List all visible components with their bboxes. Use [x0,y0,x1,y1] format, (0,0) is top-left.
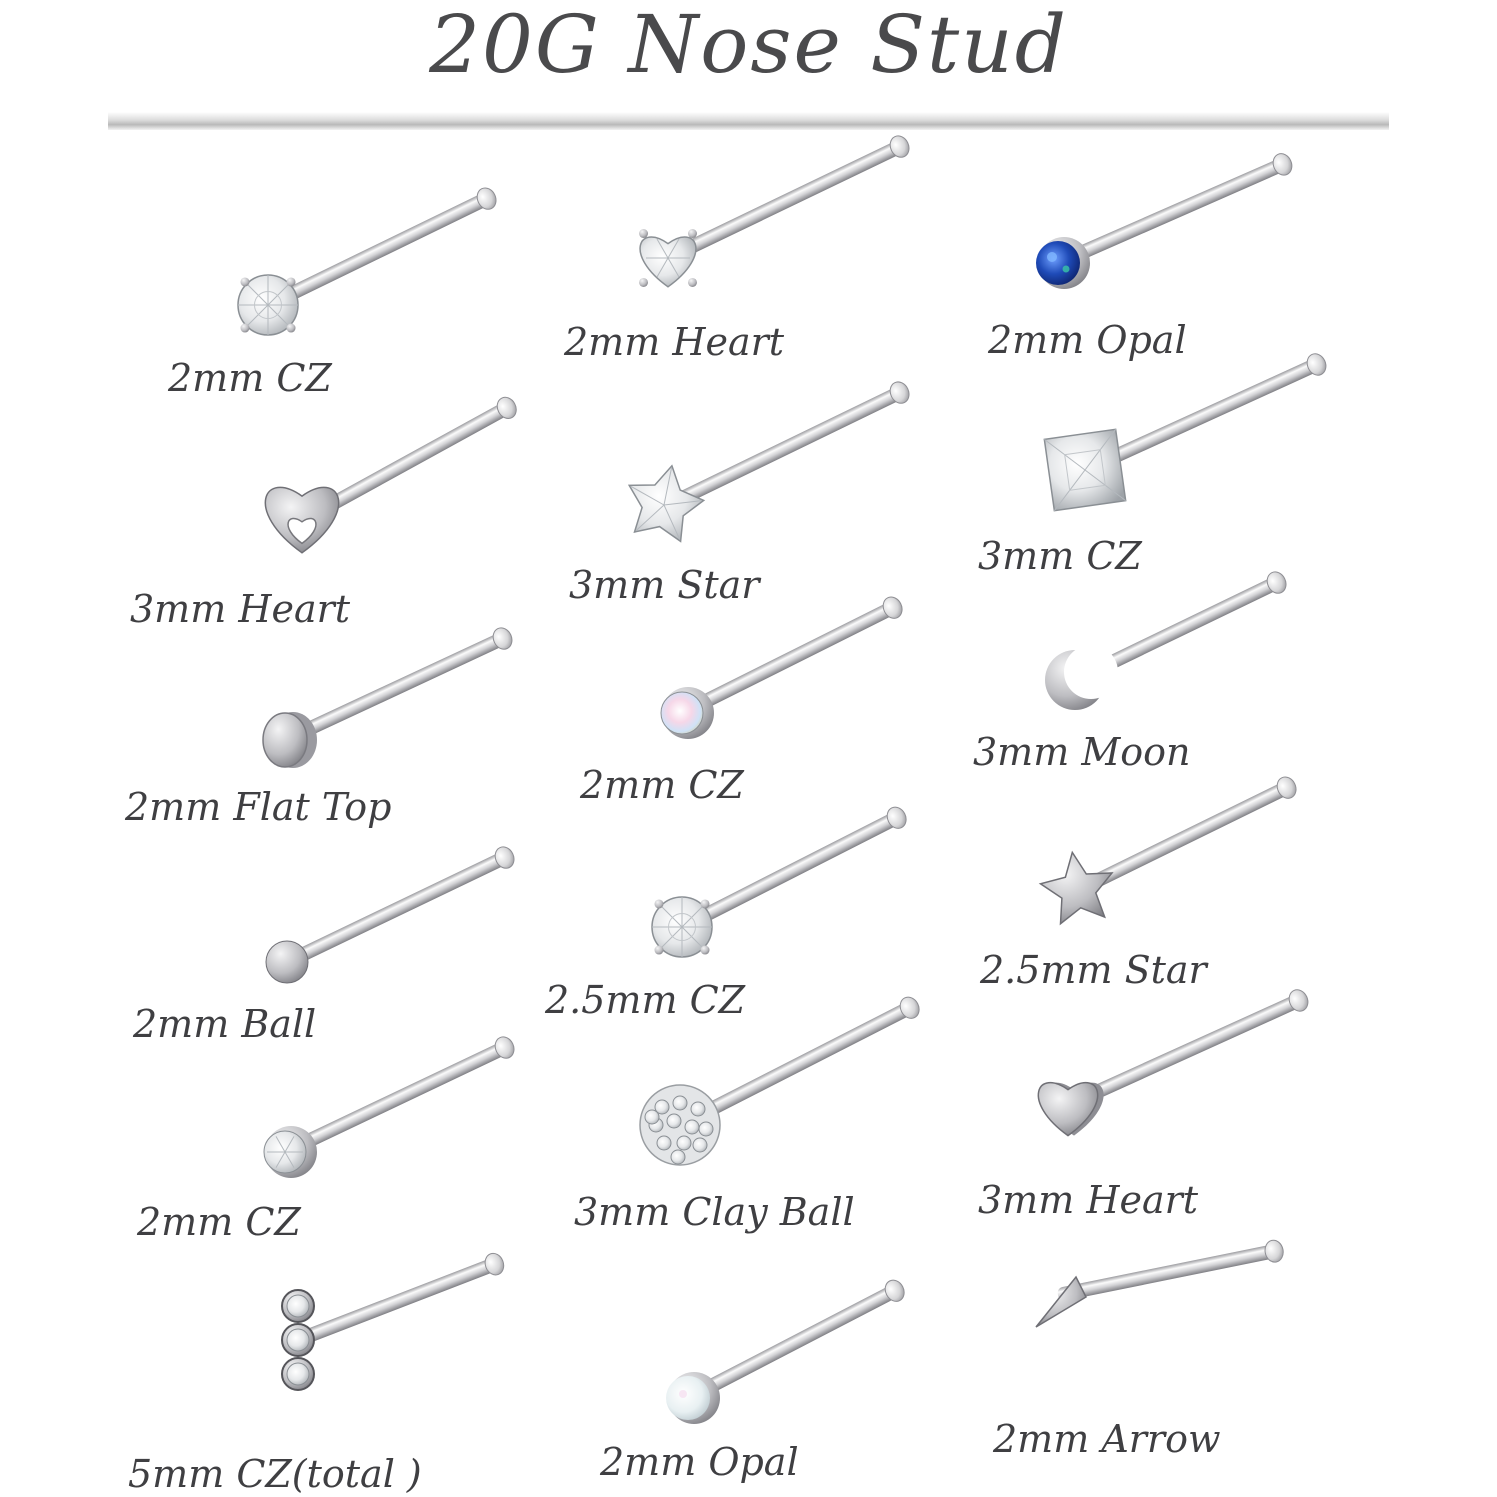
blue-opal-icon [1036,237,1090,289]
page-title: 20G Nose Stud [429,0,1068,91]
stud-label: 3mm CZ [978,534,1142,578]
stud-bar [1056,1239,1285,1306]
stud-1 [238,185,500,335]
stud-label: 5mm CZ(total ) [128,1452,422,1496]
heart-cz-gem-icon [639,229,697,287]
stud-label: 2mm CZ [580,763,744,807]
solid-star-icon [1041,852,1113,923]
stud-label: 2mm Arrow [993,1417,1221,1461]
star-cz-gem-icon [629,466,704,542]
triple-cz-icon [282,1290,314,1390]
stud-4 [265,394,520,553]
stud-bar [263,185,499,315]
stud-7 [263,625,515,768]
stud-6 [1044,351,1329,511]
stud-5 [629,379,912,542]
stud-label: 2mm Ball [133,1002,317,1046]
solid-heart-icon [1038,1083,1103,1136]
stud-label: 2.5mm CZ [545,978,746,1022]
stud-bar [282,844,517,972]
stud-2 [639,133,912,287]
stud-label: 2mm Flat Top [125,785,392,829]
stud-17 [666,1277,908,1424]
ball-icon [266,941,308,983]
stud-bar [294,1251,507,1351]
flat-top-disc-icon [263,712,317,768]
stud-8 [661,594,906,739]
round-cz-gem-icon [652,897,712,957]
stud-label: 2mm CZ [137,1200,301,1244]
stud-11 [652,804,910,957]
stud-label: 3mm Heart [130,587,351,631]
stud-label: 2mm Opal [600,1440,799,1484]
stud-label: 2mm CZ [168,356,332,400]
bezel-ab-cz-icon [661,687,714,739]
spike-arrow-icon [1036,1277,1086,1327]
stud-bar [677,804,910,937]
crescent-moon-icon [1045,645,1118,710]
stud-bar [663,379,912,515]
stud-label: 3mm Clay Ball [574,1190,855,1234]
stud-3 [1036,151,1295,289]
stud-16 [282,1251,507,1390]
crystal-clay-ball-icon [640,1085,720,1165]
stud-label: 3mm Star [569,563,760,607]
stud-label: 2.5mm Star [980,948,1207,992]
stud-label: 3mm Moon [973,730,1191,774]
stud-bar [280,1034,517,1162]
stud-12 [1041,774,1300,924]
stud-label: 2mm Heart [564,320,785,364]
white-opal-icon [666,1372,720,1424]
stud-13 [264,1034,517,1178]
square-cz-gem-icon [1044,429,1125,510]
stud-18 [1036,1239,1285,1327]
stud-15 [1038,987,1311,1136]
bezel-cz-icon [264,1126,317,1178]
stud-bar [1054,151,1296,273]
round-cz-gem-icon [238,275,298,335]
open-heart-icon [265,487,338,552]
stud-9 [1045,569,1289,710]
stud-label: 2mm Opal [988,318,1187,362]
stud-label: 3mm Heart [978,1178,1199,1222]
stud-10 [266,844,517,983]
stud-bar [663,133,912,268]
stud-bar [1073,774,1299,900]
